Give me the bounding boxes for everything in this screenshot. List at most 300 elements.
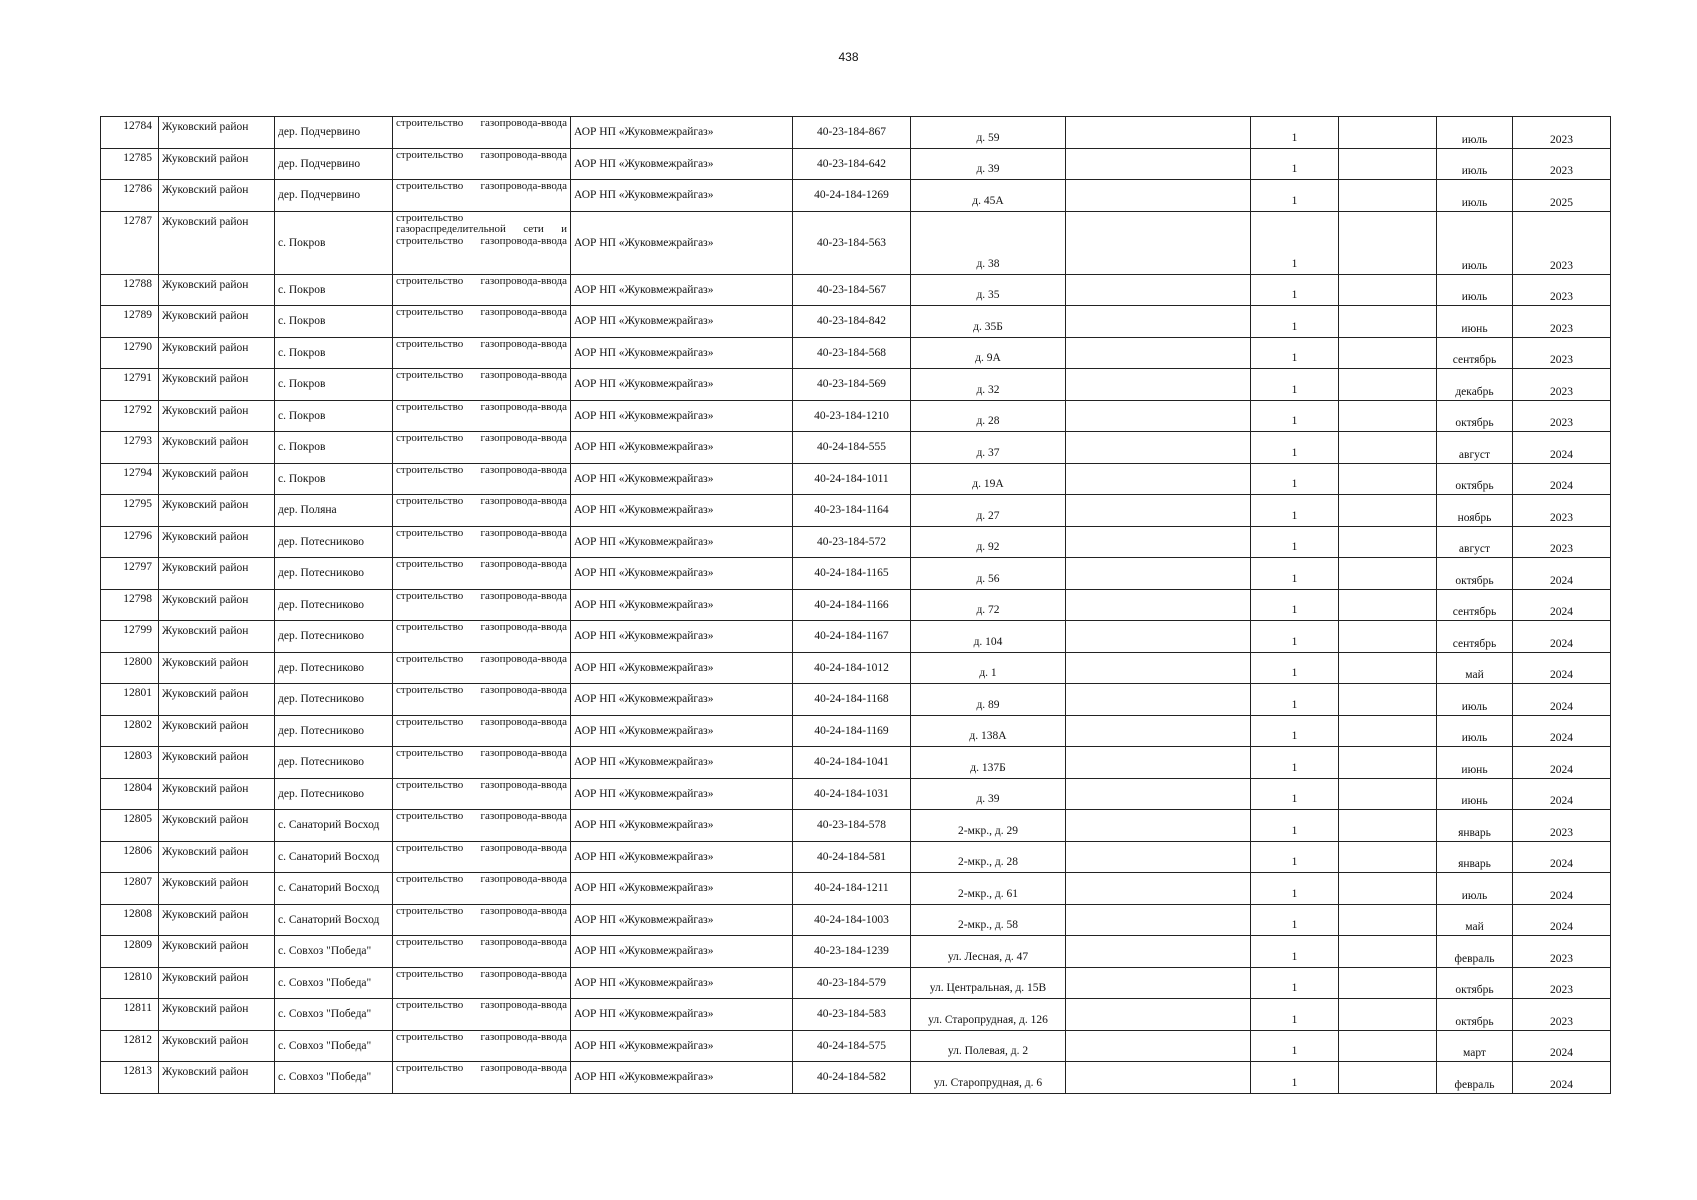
quantity-cell: 1 [1251, 810, 1339, 842]
empty-cell [1066, 274, 1251, 306]
organization-cell: АОР НП «Жуковмежрайгаз» [571, 1030, 793, 1062]
year-cell: 2023 [1513, 211, 1611, 274]
month-cell: октябрь [1437, 558, 1513, 590]
quantity-cell: 1 [1251, 463, 1339, 495]
organization-cell: АОР НП «Жуковмежрайгаз» [571, 211, 793, 274]
month-cell: январь [1437, 810, 1513, 842]
cadastral-number-cell: 40-24-184-1211 [793, 873, 911, 905]
organization-cell: АОР НП «Жуковмежрайгаз» [571, 306, 793, 338]
row-number: 12797 [101, 558, 159, 590]
table-body [101, 117, 1611, 1094]
empty-cell [1339, 211, 1437, 274]
month-cell: сентябрь [1437, 621, 1513, 653]
work-type-cell: строительство газопровода-ввода [393, 936, 571, 968]
locality-cell: с. Совхоз "Победа" [275, 967, 393, 999]
empty-cell [1066, 306, 1251, 338]
work-type-cell: строительство газопровода-ввода [393, 180, 571, 212]
cadastral-number-cell: 40-23-184-583 [793, 999, 911, 1031]
district-cell: Жуковский район [159, 463, 275, 495]
work-type-cell: строительство газопровода-ввода [393, 337, 571, 369]
empty-cell [1066, 684, 1251, 716]
table-row [101, 999, 1611, 1031]
table-row [101, 148, 1611, 180]
organization-cell: АОР НП «Жуковмежрайгаз» [571, 463, 793, 495]
locality-cell: дер. Потесниково [275, 589, 393, 621]
organization-cell: АОР НП «Жуковмежрайгаз» [571, 810, 793, 842]
cadastral-number-cell: 40-23-184-1239 [793, 936, 911, 968]
month-cell: июль [1437, 211, 1513, 274]
month-cell: октябрь [1437, 999, 1513, 1031]
year-cell: 2023 [1513, 337, 1611, 369]
district-cell: Жуковский район [159, 747, 275, 779]
locality-cell: дер. Потесниково [275, 558, 393, 590]
row-number: 12786 [101, 180, 159, 212]
locality-cell: дер. Потесниково [275, 684, 393, 716]
work-type-cell: строительство газопровода-ввода [393, 967, 571, 999]
row-number: 12801 [101, 684, 159, 716]
cadastral-number-cell: 40-23-184-578 [793, 810, 911, 842]
address-cell: д. 56 [911, 558, 1066, 590]
empty-cell [1066, 715, 1251, 747]
district-cell: Жуковский район [159, 1062, 275, 1094]
table-row [101, 621, 1611, 653]
empty-cell [1339, 495, 1437, 527]
quantity-cell: 1 [1251, 117, 1339, 149]
month-cell: май [1437, 652, 1513, 684]
work-type-cell: строительство газораспределительной сети и строительство газопровода-ввода [393, 211, 571, 274]
work-type-cell: строительство газопровода-ввода [393, 1062, 571, 1094]
row-number: 12811 [101, 999, 159, 1031]
empty-cell [1339, 337, 1437, 369]
cadastral-number-cell: 40-24-184-555 [793, 432, 911, 464]
empty-cell [1066, 967, 1251, 999]
year-cell: 2023 [1513, 495, 1611, 527]
year-cell: 2023 [1513, 306, 1611, 338]
row-number: 12793 [101, 432, 159, 464]
quantity-cell: 1 [1251, 778, 1339, 810]
month-cell: июль [1437, 117, 1513, 149]
year-cell: 2024 [1513, 1062, 1611, 1094]
address-cell: д. 35Б [911, 306, 1066, 338]
work-type-cell: строительство газопровода-ввода [393, 999, 571, 1031]
row-number: 12795 [101, 495, 159, 527]
empty-cell [1339, 117, 1437, 149]
month-cell: июль [1437, 148, 1513, 180]
cadastral-number-cell: 40-23-184-867 [793, 117, 911, 149]
row-number: 12787 [101, 211, 159, 274]
cadastral-number-cell: 40-24-184-1003 [793, 904, 911, 936]
table-row [101, 873, 1611, 905]
empty-cell [1066, 369, 1251, 401]
district-cell: Жуковский район [159, 180, 275, 212]
month-cell: июль [1437, 715, 1513, 747]
address-cell: 2-мкр., д. 28 [911, 841, 1066, 873]
address-cell: д. 104 [911, 621, 1066, 653]
gasification-table [100, 116, 1611, 1094]
empty-cell [1339, 369, 1437, 401]
work-type-cell: строительство газопровода-ввода [393, 463, 571, 495]
cadastral-number-cell: 40-24-184-1165 [793, 558, 911, 590]
cadastral-number-cell: 40-24-184-1166 [793, 589, 911, 621]
work-type-cell: строительство газопровода-ввода [393, 306, 571, 338]
quantity-cell: 1 [1251, 967, 1339, 999]
locality-cell: с. Покров [275, 337, 393, 369]
year-cell: 2024 [1513, 684, 1611, 716]
empty-cell [1066, 432, 1251, 464]
empty-cell [1066, 999, 1251, 1031]
work-type-cell: строительство газопровода-ввода [393, 810, 571, 842]
quantity-cell: 1 [1251, 211, 1339, 274]
district-cell: Жуковский район [159, 558, 275, 590]
work-type-cell: строительство газопровода-ввода [393, 778, 571, 810]
locality-cell: с. Покров [275, 369, 393, 401]
work-type-cell: строительство газопровода-ввода [393, 1030, 571, 1062]
cadastral-number-cell: 40-23-184-567 [793, 274, 911, 306]
empty-cell [1339, 432, 1437, 464]
work-type-cell: строительство газопровода-ввода [393, 400, 571, 432]
month-cell: июнь [1437, 747, 1513, 779]
year-cell: 2023 [1513, 936, 1611, 968]
empty-cell [1066, 810, 1251, 842]
quantity-cell: 1 [1251, 1062, 1339, 1094]
work-type-cell: строительство газопровода-ввода [393, 526, 571, 558]
table-row [101, 211, 1611, 274]
quantity-cell: 1 [1251, 148, 1339, 180]
year-cell: 2023 [1513, 810, 1611, 842]
work-type-cell: строительство газопровода-ввода [393, 873, 571, 905]
quantity-cell: 1 [1251, 589, 1339, 621]
row-number: 12808 [101, 904, 159, 936]
empty-cell [1066, 873, 1251, 905]
organization-cell: АОР НП «Жуковмежрайгаз» [571, 589, 793, 621]
district-cell: Жуковский район [159, 778, 275, 810]
cadastral-number-cell: 40-24-184-1168 [793, 684, 911, 716]
month-cell: октябрь [1437, 463, 1513, 495]
cadastral-number-cell: 40-23-184-642 [793, 148, 911, 180]
empty-cell [1339, 841, 1437, 873]
district-cell: Жуковский район [159, 621, 275, 653]
row-number: 12790 [101, 337, 159, 369]
locality-cell: с. Санаторий Восход [275, 873, 393, 905]
cadastral-number-cell: 40-23-184-572 [793, 526, 911, 558]
empty-cell [1066, 180, 1251, 212]
district-cell: Жуковский район [159, 967, 275, 999]
month-cell: август [1437, 526, 1513, 558]
work-type-cell: строительство газопровода-ввода [393, 652, 571, 684]
organization-cell: АОР НП «Жуковмежрайгаз» [571, 967, 793, 999]
organization-cell: АОР НП «Жуковмежрайгаз» [571, 400, 793, 432]
cadastral-number-cell: 40-24-184-575 [793, 1030, 911, 1062]
empty-cell [1339, 873, 1437, 905]
empty-cell [1066, 117, 1251, 149]
district-cell: Жуковский район [159, 715, 275, 747]
quantity-cell: 1 [1251, 873, 1339, 905]
row-number: 12806 [101, 841, 159, 873]
organization-cell: АОР НП «Жуковмежрайгаз» [571, 558, 793, 590]
address-cell: д. 45А [911, 180, 1066, 212]
organization-cell: АОР НП «Жуковмежрайгаз» [571, 432, 793, 464]
table-row [101, 715, 1611, 747]
year-cell: 2023 [1513, 274, 1611, 306]
table-row [101, 1030, 1611, 1062]
year-cell: 2024 [1513, 778, 1611, 810]
year-cell: 2023 [1513, 526, 1611, 558]
empty-cell [1339, 936, 1437, 968]
organization-cell: АОР НП «Жуковмежрайгаз» [571, 621, 793, 653]
year-cell: 2024 [1513, 841, 1611, 873]
work-type-cell: строительство газопровода-ввода [393, 432, 571, 464]
district-cell: Жуковский район [159, 306, 275, 338]
address-cell: д. 72 [911, 589, 1066, 621]
empty-cell [1066, 1030, 1251, 1062]
organization-cell: АОР НП «Жуковмежрайгаз» [571, 999, 793, 1031]
row-number: 12800 [101, 652, 159, 684]
district-cell: Жуковский район [159, 400, 275, 432]
quantity-cell: 1 [1251, 936, 1339, 968]
address-cell: д. 27 [911, 495, 1066, 527]
month-cell: июль [1437, 180, 1513, 212]
cadastral-number-cell: 40-24-184-1031 [793, 778, 911, 810]
table-row [101, 180, 1611, 212]
quantity-cell: 1 [1251, 369, 1339, 401]
row-number: 12792 [101, 400, 159, 432]
year-cell: 2024 [1513, 652, 1611, 684]
locality-cell: с. Санаторий Восход [275, 810, 393, 842]
year-cell: 2024 [1513, 589, 1611, 621]
year-cell: 2025 [1513, 180, 1611, 212]
row-number: 12802 [101, 715, 159, 747]
work-type-cell: строительство газопровода-ввода [393, 589, 571, 621]
address-cell: 2-мкр., д. 29 [911, 810, 1066, 842]
work-type-cell: строительство газопровода-ввода [393, 841, 571, 873]
table-row [101, 684, 1611, 716]
row-number: 12784 [101, 117, 159, 149]
locality-cell: с. Покров [275, 432, 393, 464]
empty-cell [1066, 904, 1251, 936]
empty-cell [1339, 589, 1437, 621]
cadastral-number-cell: 40-24-184-582 [793, 1062, 911, 1094]
month-cell: август [1437, 432, 1513, 464]
table-row [101, 747, 1611, 779]
empty-cell [1339, 400, 1437, 432]
empty-cell [1339, 621, 1437, 653]
address-cell: д. 1 [911, 652, 1066, 684]
address-cell: 2-мкр., д. 61 [911, 873, 1066, 905]
quantity-cell: 1 [1251, 526, 1339, 558]
address-cell: д. 32 [911, 369, 1066, 401]
empty-cell [1339, 1062, 1437, 1094]
month-cell: июль [1437, 684, 1513, 716]
table-row [101, 463, 1611, 495]
cadastral-number-cell: 40-23-184-563 [793, 211, 911, 274]
year-cell: 2024 [1513, 621, 1611, 653]
row-number: 12799 [101, 621, 159, 653]
quantity-cell: 1 [1251, 999, 1339, 1031]
table-row [101, 810, 1611, 842]
quantity-cell: 1 [1251, 274, 1339, 306]
quantity-cell: 1 [1251, 432, 1339, 464]
empty-cell [1066, 936, 1251, 968]
quantity-cell: 1 [1251, 621, 1339, 653]
quantity-cell: 1 [1251, 747, 1339, 779]
table-row [101, 337, 1611, 369]
empty-cell [1339, 999, 1437, 1031]
locality-cell: с. Санаторий Восход [275, 841, 393, 873]
empty-cell [1339, 715, 1437, 747]
row-number: 12809 [101, 936, 159, 968]
locality-cell: дер. Потесниково [275, 715, 393, 747]
organization-cell: АОР НП «Жуковмежрайгаз» [571, 1062, 793, 1094]
row-number: 12785 [101, 148, 159, 180]
month-cell: декабрь [1437, 369, 1513, 401]
organization-cell: АОР НП «Жуковмежрайгаз» [571, 684, 793, 716]
organization-cell: АОР НП «Жуковмежрайгаз» [571, 337, 793, 369]
locality-cell: с. Покров [275, 400, 393, 432]
table-row [101, 652, 1611, 684]
month-cell: июль [1437, 274, 1513, 306]
organization-cell: АОР НП «Жуковмежрайгаз» [571, 369, 793, 401]
organization-cell: АОР НП «Жуковмежрайгаз» [571, 180, 793, 212]
table-row [101, 274, 1611, 306]
address-cell: д. 59 [911, 117, 1066, 149]
work-type-cell: строительство газопровода-ввода [393, 495, 571, 527]
year-cell: 2024 [1513, 715, 1611, 747]
locality-cell: дер. Потесниково [275, 526, 393, 558]
row-number: 12796 [101, 526, 159, 558]
address-cell: ул. Лесная, д. 47 [911, 936, 1066, 968]
year-cell: 2023 [1513, 369, 1611, 401]
district-cell: Жуковский район [159, 526, 275, 558]
locality-cell: с. Покров [275, 211, 393, 274]
row-number: 12812 [101, 1030, 159, 1062]
cadastral-number-cell: 40-24-184-1012 [793, 652, 911, 684]
address-cell: д. 137Б [911, 747, 1066, 779]
locality-cell: с. Совхоз "Победа" [275, 999, 393, 1031]
district-cell: Жуковский район [159, 999, 275, 1031]
table-row [101, 495, 1611, 527]
organization-cell: АОР НП «Жуковмежрайгаз» [571, 117, 793, 149]
district-cell: Жуковский район [159, 652, 275, 684]
row-number: 12788 [101, 274, 159, 306]
year-cell: 2023 [1513, 999, 1611, 1031]
cadastral-number-cell: 40-23-184-568 [793, 337, 911, 369]
year-cell: 2024 [1513, 1030, 1611, 1062]
address-cell: д. 39 [911, 778, 1066, 810]
empty-cell [1339, 967, 1437, 999]
address-cell: 2-мкр., д. 58 [911, 904, 1066, 936]
empty-cell [1066, 589, 1251, 621]
month-cell: февраль [1437, 936, 1513, 968]
quantity-cell: 1 [1251, 652, 1339, 684]
row-number: 12803 [101, 747, 159, 779]
address-cell: д. 28 [911, 400, 1066, 432]
year-cell: 2024 [1513, 463, 1611, 495]
month-cell: июль [1437, 873, 1513, 905]
locality-cell: дер. Потесниково [275, 778, 393, 810]
organization-cell: АОР НП «Жуковмежрайгаз» [571, 841, 793, 873]
quantity-cell: 1 [1251, 558, 1339, 590]
empty-cell [1339, 684, 1437, 716]
empty-cell [1339, 148, 1437, 180]
row-number: 12794 [101, 463, 159, 495]
address-cell: д. 19А [911, 463, 1066, 495]
locality-cell: дер. Поляна [275, 495, 393, 527]
district-cell: Жуковский район [159, 841, 275, 873]
district-cell: Жуковский район [159, 274, 275, 306]
table-row [101, 904, 1611, 936]
cadastral-number-cell: 40-23-184-1164 [793, 495, 911, 527]
row-number: 12798 [101, 589, 159, 621]
year-cell: 2024 [1513, 558, 1611, 590]
empty-cell [1339, 558, 1437, 590]
month-cell: ноябрь [1437, 495, 1513, 527]
quantity-cell: 1 [1251, 841, 1339, 873]
work-type-cell: строительство газопровода-ввода [393, 558, 571, 590]
organization-cell: АОР НП «Жуковмежрайгаз» [571, 873, 793, 905]
address-cell: д. 138А [911, 715, 1066, 747]
year-cell: 2023 [1513, 967, 1611, 999]
empty-cell [1066, 747, 1251, 779]
month-cell: январь [1437, 841, 1513, 873]
address-cell: д. 89 [911, 684, 1066, 716]
district-cell: Жуковский район [159, 904, 275, 936]
cadastral-number-cell: 40-24-184-581 [793, 841, 911, 873]
locality-cell: с. Покров [275, 463, 393, 495]
work-type-cell: строительство газопровода-ввода [393, 747, 571, 779]
year-cell: 2023 [1513, 117, 1611, 149]
quantity-cell: 1 [1251, 180, 1339, 212]
empty-cell [1066, 400, 1251, 432]
work-type-cell: строительство газопровода-ввода [393, 621, 571, 653]
empty-cell [1066, 463, 1251, 495]
empty-cell [1339, 747, 1437, 779]
table-row [101, 306, 1611, 338]
empty-cell [1339, 810, 1437, 842]
cadastral-number-cell: 40-23-184-842 [793, 306, 911, 338]
cadastral-number-cell: 40-24-184-1269 [793, 180, 911, 212]
empty-cell [1066, 621, 1251, 653]
work-type-cell: строительство газопровода-ввода [393, 369, 571, 401]
locality-cell: с. Покров [275, 274, 393, 306]
month-cell: сентябрь [1437, 337, 1513, 369]
empty-cell [1339, 526, 1437, 558]
empty-cell [1339, 463, 1437, 495]
district-cell: Жуковский район [159, 936, 275, 968]
month-cell: май [1437, 904, 1513, 936]
year-cell: 2023 [1513, 148, 1611, 180]
organization-cell: АОР НП «Жуковмежрайгаз» [571, 936, 793, 968]
table-row [101, 1062, 1611, 1094]
table-row [101, 432, 1611, 464]
address-cell: д. 9А [911, 337, 1066, 369]
quantity-cell: 1 [1251, 715, 1339, 747]
organization-cell: АОР НП «Жуковмежрайгаз» [571, 652, 793, 684]
table-row [101, 400, 1611, 432]
empty-cell [1066, 841, 1251, 873]
empty-cell [1339, 274, 1437, 306]
empty-cell [1339, 778, 1437, 810]
organization-cell: АОР НП «Жуковмежрайгаз» [571, 778, 793, 810]
locality-cell: дер. Потесниково [275, 747, 393, 779]
locality-cell: дер. Потесниково [275, 621, 393, 653]
address-cell: д. 35 [911, 274, 1066, 306]
cadastral-number-cell: 40-24-184-1041 [793, 747, 911, 779]
locality-cell: с. Санаторий Восход [275, 904, 393, 936]
district-cell: Жуковский район [159, 810, 275, 842]
organization-cell: АОР НП «Жуковмежрайгаз» [571, 747, 793, 779]
empty-cell [1066, 211, 1251, 274]
quantity-cell: 1 [1251, 306, 1339, 338]
